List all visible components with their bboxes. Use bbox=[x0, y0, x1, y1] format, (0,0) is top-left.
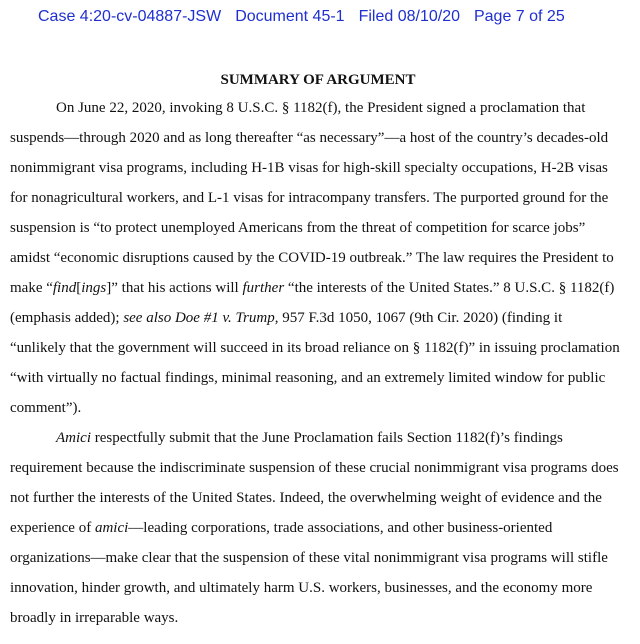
text-line: organizations—make clear that the suspension of these vital nonimmigrant visa programs will stifle bbox=[10, 550, 608, 566]
text-line: suspension is “to protect unemployed Americans from the threat of competition for scarce jobs” bbox=[10, 220, 586, 236]
emphasis: ings bbox=[81, 280, 107, 296]
filed-date: Filed 08/10/20 bbox=[358, 8, 460, 25]
text-segment: “the interests of the United States.” 8 U.S.C. § 1182(f) bbox=[284, 280, 615, 296]
text-segment: make “ bbox=[10, 280, 53, 296]
text-line bbox=[10, 428, 622, 458]
text-line: for nonagricultural workers, and L-1 visas for intracompany transfers. The purported ground for the bbox=[10, 190, 609, 206]
paragraph-2 bbox=[10, 428, 622, 638]
text-line bbox=[10, 278, 622, 308]
case-citation: see also Doe #1 v. Trump bbox=[123, 310, 275, 326]
text-line bbox=[10, 308, 622, 338]
text-segment: (emphasis added); bbox=[10, 310, 124, 326]
text-segment: ]” that his actions will bbox=[106, 280, 243, 296]
text-line: On June 22, 2020, invoking 8 U.S.C. § 1182(f), the President signed a proclamation that bbox=[56, 100, 586, 116]
text-line: innovation, hinder growth, and ultimately harm U.S. workers, businesses, and the economy more bbox=[10, 580, 593, 596]
text-line: “unlikely that the government will succeed in its broad reliance on § 1182(f)” in issuing proclamation bbox=[10, 340, 620, 356]
document-number: Document 45-1 bbox=[235, 8, 345, 25]
text-segment: experience of bbox=[10, 520, 95, 536]
emphasis: Amici bbox=[56, 430, 91, 446]
text-segment: —leading corporations, trade associations, and other business-oriented bbox=[128, 520, 553, 536]
text-line: requirement because the indiscriminate suspension of these crucial nonimmigrant visa programs does bbox=[10, 460, 619, 476]
text-line: broadly in irreparable ways. bbox=[10, 610, 179, 626]
text-segment: [ bbox=[76, 280, 82, 296]
ecf-header bbox=[38, 8, 579, 26]
text-line: nonimmigrant visa programs, including H-1B visas for high-skill specialty occupations, H-2B visas bbox=[10, 160, 608, 176]
document-page bbox=[10, 70, 622, 638]
paragraph-1 bbox=[10, 98, 622, 428]
text-segment: , 957 F.3d 1050, 1067 (9th Cir. 2020) (finding it bbox=[274, 310, 563, 326]
text-line: comment”). bbox=[10, 400, 82, 416]
text-line: suspends—through 2020 and as long thereafter “as necessary”—a host of the country’s decades-old bbox=[10, 130, 609, 146]
emphasis: amici bbox=[94, 520, 129, 536]
case-number: Case 4:20-cv-04887-JSW bbox=[38, 8, 222, 25]
page-number: Page 7 of 25 bbox=[473, 8, 565, 25]
section-heading: SUMMARY OF ARGUMENT bbox=[220, 72, 416, 88]
text-line: amidst “economic disruptions caused by the COVID-19 outbreak.” The law requires the President to bbox=[10, 250, 614, 266]
emphasis: further bbox=[242, 280, 285, 296]
text-line: “with virtually no factual findings, minimal reasoning, and an extremely limited window for public bbox=[10, 370, 606, 386]
text-line: not further the interests of the United States. Indeed, the overwhelming weight of evidence and the bbox=[10, 490, 602, 506]
text-line bbox=[10, 518, 622, 548]
text-segment: respectfully submit that the June Proclamation fails Section 1182(f)’s findings bbox=[91, 430, 563, 446]
emphasis: find bbox=[52, 280, 77, 296]
